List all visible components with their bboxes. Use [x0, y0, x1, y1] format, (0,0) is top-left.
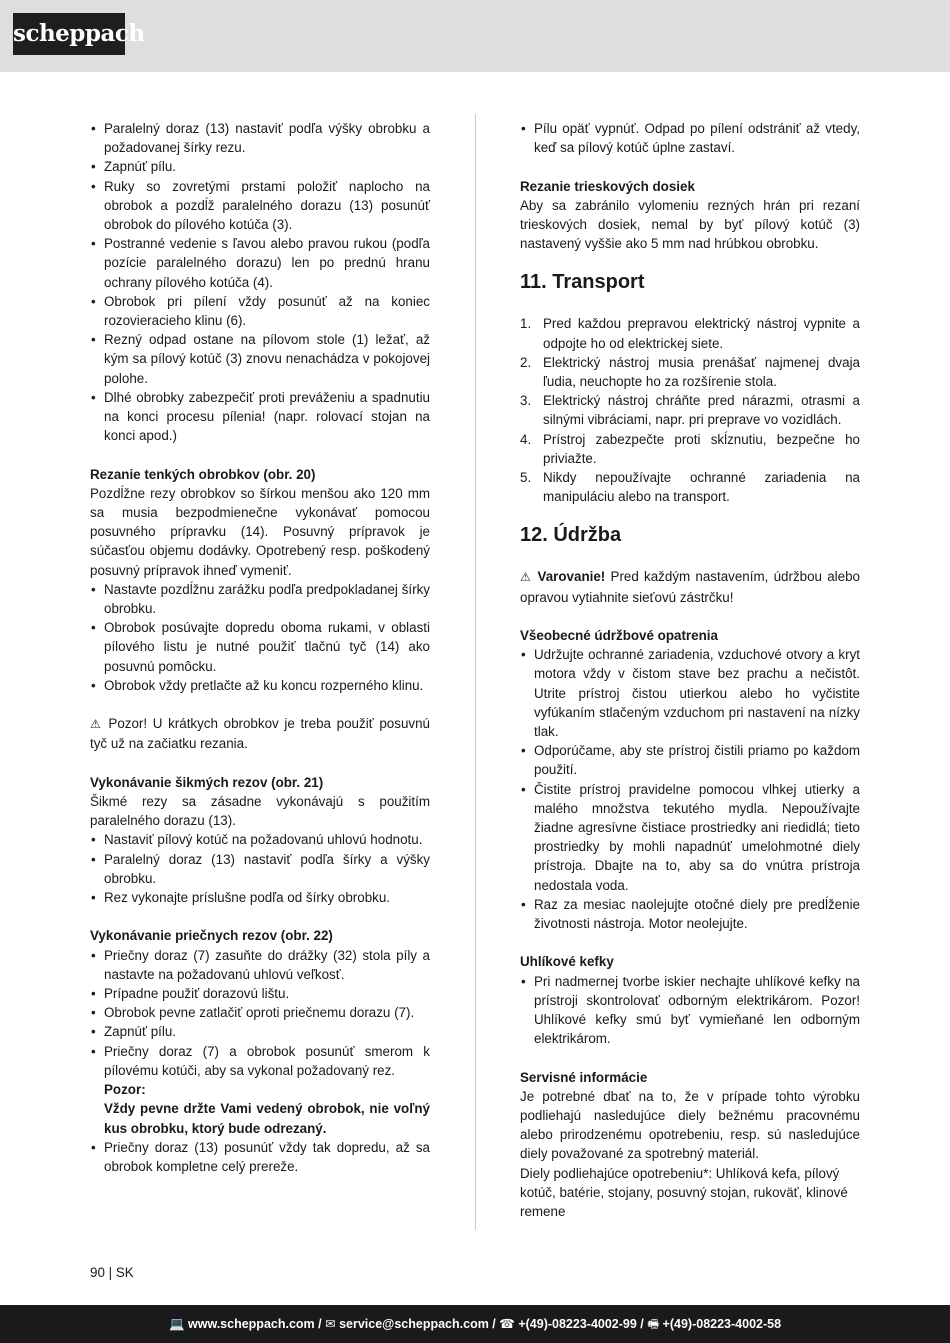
footer-contact-bar: [0, 1305, 950, 1343]
maintenance-warning: [520, 567, 860, 606]
email-link[interactable]: service@scheppach.com /: [339, 1317, 496, 1331]
list-item: • Prípadne použiť dorazovú lištu.: [90, 984, 430, 1003]
item-number: 3.: [520, 393, 532, 409]
general-maintenance-heading: Všeobecné údržbové opatrenia: [520, 628, 718, 644]
list-item: • Zapnúť pílu.: [90, 157, 430, 176]
list-item: • Rez vykonajte príslušne podľa od šírky obrobku.: [90, 888, 430, 907]
short-workpiece-warning: [90, 714, 430, 753]
fax-number: +(49)-08223-4002-58: [662, 1317, 782, 1331]
item-text: Nikdy nepoužívajte ochranné zariadenia na manipuláciu alebo na transport.: [543, 470, 860, 505]
bevel-cuts-text: Šikmé rezy sa zásadne vykonávajú s použitím paralelného dorazu (13).: [90, 794, 430, 829]
warning-triangle-icon: ⚠: [520, 570, 533, 585]
thin-workpieces-bullet-list: [90, 580, 430, 695]
attention-text: Vždy pevne držte Vami vedený obrobok, nie voľný kus obrobku, ktorý bude odrezaný.: [104, 1101, 430, 1136]
list-item: • Zapnúť pílu.: [90, 1022, 430, 1041]
service-info-text: Je potrebné dbať na to, že v prípade tohto výrobku podliehajú nasledujúce diely bežnému pracovnému alebo prirodzenému opotrebeniu, resp. sú nasledujúce diely považované za spotrebný materiál.: [520, 1088, 860, 1162]
item-text: Pred každou prepravou elektrický nástroj vypnite a odpojte ho od elektrickej siete.: [543, 316, 860, 351]
intro-bullet-list: [90, 119, 430, 445]
list-item: • Odporúčame, aby ste prístroj čistili priamo po každom použití.: [520, 741, 860, 779]
page-number: 90: [90, 1265, 105, 1280]
list-item: • Rezný odpad ostane na pílovom stole (1) ležať, až kým sa pílový kotúč (3) znovu nenachádza v pokojovej polohe.: [90, 330, 430, 388]
list-item: [520, 468, 860, 506]
fax-icon: 🖷: [647, 1316, 660, 1331]
list-item: [520, 353, 860, 391]
transport-section-title: 11. Transport: [520, 271, 645, 294]
left-column: [90, 119, 430, 1176]
attention-label: Pozor:: [104, 1082, 146, 1098]
header-band: [0, 0, 950, 72]
maintenance-warning-label: Varovanie!: [537, 569, 606, 585]
list-item: • Dlhé obrobky zabezpečiť proti preváženiu a spadnutiu na konci procesu pílenia! (napr. rolovací stojan na konci apod.): [90, 388, 430, 446]
thin-workpieces-heading: Rezanie tenkých obrobkov (obr. 20): [90, 466, 316, 482]
item-number: 5.: [520, 470, 532, 486]
list-item: • Priečny doraz (7) zasuňte do drážky (32) stola píly a nastavte na požadovanú uhlovú veľkosť.: [90, 946, 430, 984]
item-number: 1.: [520, 316, 532, 332]
list-item: • Raz za mesiac naolejujte otočné diely pre predĺženie životnosti nástroja. Motor neolejujte.: [520, 895, 860, 933]
list-item: [520, 391, 860, 429]
list-item: • Ruky so zovretými prstami položiť naplocho na obrobok a pozdĺž paralelného dorazu (13) posunúť obrobok do pílového kotúča (3).: [90, 177, 430, 235]
short-workpiece-warning-text: Pozor! U krátkych obrobkov je treba použiť posuvnú tyč už na začiatku rezania.: [90, 716, 430, 752]
warning-triangle-icon: ⚠: [90, 717, 103, 732]
carbon-brushes-heading: Uhlíkové kefky: [520, 954, 614, 970]
website-link[interactable]: www.scheppach.com /: [188, 1317, 322, 1331]
phone-icon: ☎: [499, 1316, 515, 1331]
list-item: • Čistite prístroj pravidelne pomocou vlhkej utierky a malého množstva tekutého mydla. Nepoužívajte žiadne agresívne čistiace prostriedky ani riedidlá; tieto prostriedky by mohli napadnúť umelohmotné diely prístroja. Dbajte na to, aby sa do vnútra prístroja nedostala voda.: [520, 780, 860, 895]
bevel-cuts-bullet-list: [90, 830, 430, 907]
general-maintenance-bullet-list: [520, 645, 860, 933]
list-item: [520, 430, 860, 468]
chipboard-heading: Rezanie trieskových dosiek: [520, 178, 695, 194]
language-code: SK: [115, 1265, 134, 1280]
page-number-label: 90 | SK: [90, 1265, 134, 1280]
top-bullet-list: [520, 119, 860, 157]
list-item: [90, 1042, 430, 1138]
right-column: [520, 119, 860, 1221]
transport-numbered-list: [520, 314, 860, 506]
list-item: • Paralelný doraz (13) nastaviť podľa šírky a výšky obrobku.: [90, 850, 430, 888]
item-number: 4.: [520, 431, 532, 447]
list-item: • Obrobok vždy pretlačte až ku koncu rozperného klinu.: [90, 676, 430, 695]
maintenance-warning-text: Pred každým nastavením, údržbou alebo opravou vytiahnite sieťovú zástrčku!: [520, 569, 860, 605]
column-divider: [475, 114, 476, 1230]
item-text: Prístroj zabezpečte proti skĺznutiu, bezpečne ho priviažte.: [543, 431, 860, 466]
maintenance-section-title: 12. Údržba: [520, 524, 622, 547]
cross-cuts-bullet-list: [90, 946, 430, 1176]
chipboard-text: Aby sa zabránilo vylomeniu rezných hrán pri rezaní trieskových dosiek, nemal by byť pílový kotúč (3) nastavený vyššie ako 5 mm nad hrúbkou obrobku.: [520, 197, 860, 252]
scheppach-logo: scheppach: [13, 13, 125, 55]
list-item: [520, 314, 860, 352]
list-item: • Udržujte ochranné zariadenia, vzduchové otvory a kryt motora vždy v čistom stave bez prachu a nečistôt. Utrite prístroj čistou utierkou alebo ho vyčistite vyfúkaním stlačeným vzduchom pri nastavení na nízky tlak.: [520, 645, 860, 741]
list-item: • Paralelný doraz (13) nastaviť podľa výšky obrobku a požadovanej šírky rezu.: [90, 119, 430, 157]
bevel-cuts-heading: Vykonávanie šikmých rezov (obr. 21): [90, 774, 324, 790]
list-item: • Pri nadmernej tvorbe iskier nechajte uhlíkové kefky na prístroji skontrolovať odborným elektrikárom. Pozor! Uhlíkové kefky smú byť vymieňané len odborným elektrikárom.: [520, 972, 860, 1049]
list-item: • Obrobok posúvajte dopredu oboma rukami, v oblasti pílového listu je nutné použiť tlačnú tyč (14) ako posuvnú pomôcku.: [90, 618, 430, 676]
list-item: • Obrobok pri pílení vždy posunúť až na koniec rozovieracieho klinu (6).: [90, 292, 430, 330]
list-item: • Pílu opäť vypnúť. Odpad po pílení odstrániť až vtedy, keď sa pílový kotúč úplne zastaví.: [520, 119, 860, 157]
list-item: • Nastavte pozdĺžnu zarážku podľa predpokladanej šírky obrobku.: [90, 580, 430, 618]
item-number: 2.: [520, 354, 532, 370]
list-item: • Postranné vedenie s ľavou alebo pravou rukou (podľa pozície paralelného dorazu) len po prednú hranu ochrany pílového kotúča (4).: [90, 234, 430, 292]
cross-cuts-heading: Vykonávanie priečnych rezov (obr. 22): [90, 928, 333, 944]
phone-number: +(49)-08223-4002-99 /: [518, 1317, 644, 1331]
thin-workpieces-text: Pozdĺžne rezy obrobkov so šírkou menšou ako 120 mm sa musia bezpodmienečne vykonávať pomocou posuvného prípravku (14). Posuvný prípravok je súčasťou objemu dodávky. Opotrebený resp. poškodený posuvný prípravok ihneď vymeniť.: [90, 485, 430, 578]
wear-parts-text: Diely podliehajúce opotrebeniu*: Uhlíková kefa, pílový kotúč, batérie, stojany, posuvný stojan, rukoväť, klinové remene: [520, 1165, 848, 1220]
list-item: • Priečny doraz (13) posunúť vždy tak dopredu, až sa obrobok kompletne celý prereže.: [90, 1138, 430, 1176]
list-item: • Nastaviť pílový kotúč na požadovanú uhlovú hodnotu.: [90, 830, 430, 849]
list-item-text: Priečny doraz (7) a obrobok posunúť smerom k pílovému kotúči, aby sa vykonal požadovaný rez.: [104, 1043, 430, 1078]
carbon-brushes-bullet-list: [520, 972, 860, 1049]
list-item: • Obrobok pevne zatlačiť oproti priečnemu dorazu (7).: [90, 1003, 430, 1022]
computer-icon: 💻: [168, 1316, 185, 1331]
service-info-heading: Servisné informácie: [520, 1069, 648, 1085]
mail-icon: ✉: [325, 1316, 336, 1331]
item-text: Elektrický nástroj chráňte pred nárazmi, otrasmi a silnými vibráciami, napr. pri preprave vo vozidlách.: [543, 393, 860, 428]
item-text: Elektrický nástroj musia prenášať najmenej dvaja ľudia, neuchopte ho za rozšírenie stola.: [543, 354, 860, 390]
